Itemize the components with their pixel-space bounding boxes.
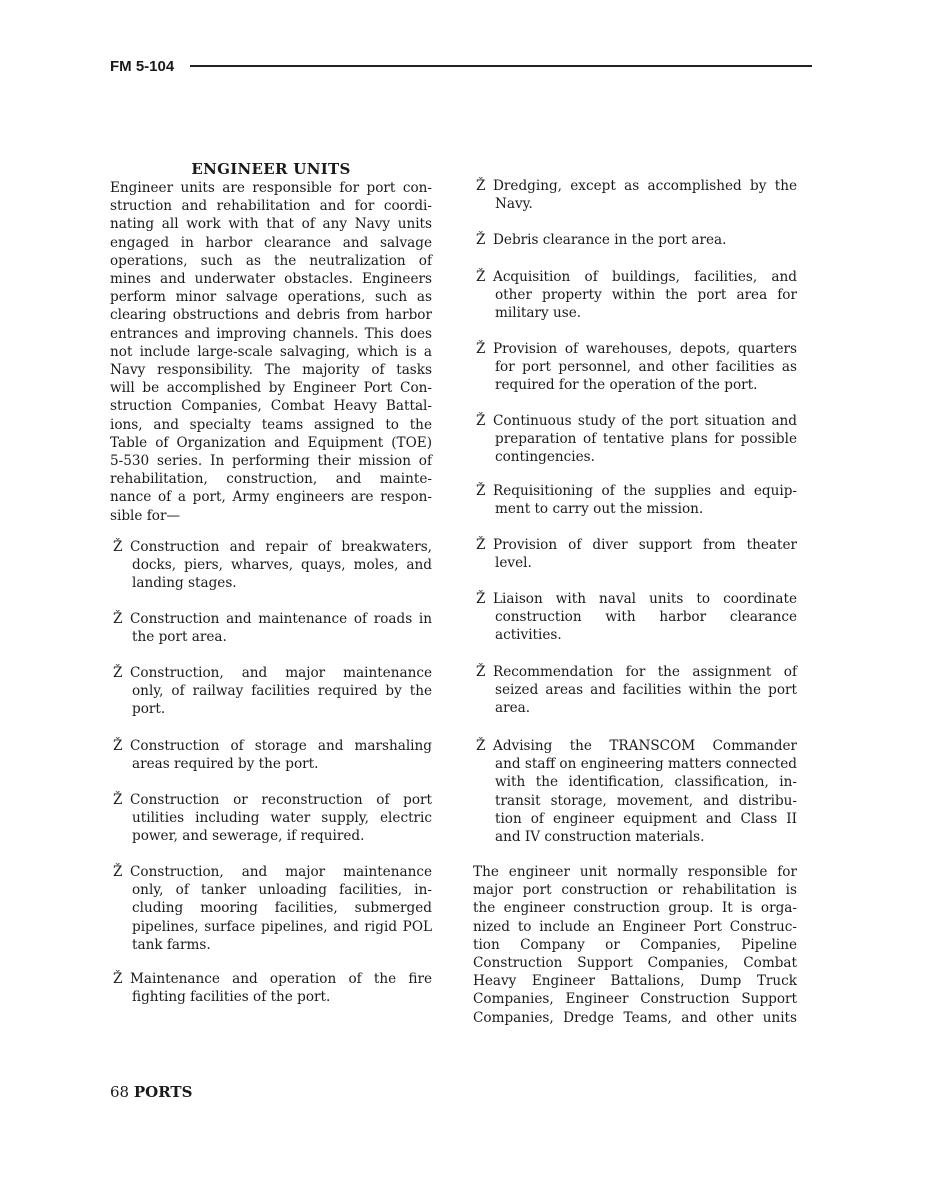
page-number: 68 bbox=[110, 1083, 130, 1101]
text-line: Acquisition of buildings, facilities, and bbox=[493, 269, 797, 285]
text-line: for port personnel, and other facilities as bbox=[495, 359, 797, 376]
text-line: seized areas and facilities within the port bbox=[495, 682, 797, 699]
paragraph bbox=[110, 179, 432, 525]
text-line: Debris clearance in the port area. bbox=[493, 232, 727, 248]
text-line: Maintenance and operation of the fire bbox=[130, 971, 432, 987]
text-line: the port area. bbox=[132, 629, 227, 646]
bullet-item bbox=[110, 791, 432, 846]
text-line: tion Company or Companies, Pipeline bbox=[473, 936, 797, 953]
bullet-icon: Ž bbox=[476, 178, 486, 194]
text-line: landing stages. bbox=[132, 575, 237, 592]
bullet-item bbox=[110, 538, 432, 593]
bullet-icon: Ž bbox=[476, 483, 486, 499]
text-line: other property within the port area for bbox=[495, 287, 797, 304]
text-line: and staff on engineering matters connected bbox=[495, 756, 797, 773]
text-line: Companies, Engineer Construction Support bbox=[473, 991, 797, 1008]
bullet-item bbox=[473, 177, 797, 213]
text-line: Table of Organization and Equipment (TOE) bbox=[110, 434, 432, 451]
bullet-item bbox=[473, 268, 797, 323]
page-footer bbox=[110, 1083, 192, 1101]
bullet-icon: Ž bbox=[476, 269, 486, 285]
text-line: clearing obstructions and debris from harbor bbox=[110, 307, 432, 324]
text-line: rehabilitation, construction, and mainte- bbox=[110, 471, 432, 488]
bullet-icon: Ž bbox=[476, 591, 486, 607]
text-line: major port construction or rehabilitation is bbox=[473, 882, 797, 899]
bullet-item bbox=[473, 231, 797, 249]
text-line: military use. bbox=[495, 305, 582, 322]
text-line: nance of a port, Army engineers are respon- bbox=[110, 489, 432, 506]
bullet-icon: Ž bbox=[113, 665, 123, 681]
bullet-icon: Ž bbox=[113, 792, 123, 808]
bullet-item bbox=[473, 536, 797, 572]
text-line: operations, such as the neutralization of bbox=[110, 252, 432, 269]
text-line: area. bbox=[495, 700, 531, 717]
bullet-icon: Ž bbox=[476, 537, 486, 553]
text-line: Recommendation for the assignment of bbox=[493, 664, 797, 680]
bullet-icon: Ž bbox=[113, 611, 123, 627]
bullet-item bbox=[110, 664, 432, 719]
text-line: Construction and repair of breakwaters, bbox=[130, 539, 432, 555]
text-line: Provision of warehouses, depots, quarters bbox=[493, 341, 797, 357]
text-line: contingencies. bbox=[495, 449, 595, 466]
text-line: tion of engineer equipment and Class II bbox=[495, 810, 797, 827]
text-line: Provision of diver support from theater bbox=[493, 537, 797, 553]
text-line: nized to include an Engineer Port Construc- bbox=[473, 918, 797, 935]
text-line: transit storage, movement, and distribu- bbox=[495, 792, 797, 809]
bullet-icon: Ž bbox=[113, 864, 123, 880]
text-line: Requisitioning of the supplies and equip- bbox=[493, 483, 797, 499]
text-line: struction Companies, Combat Heavy Battal- bbox=[110, 398, 432, 415]
text-line: Construction and maintenance of roads in bbox=[130, 611, 432, 627]
bullet-item bbox=[473, 663, 797, 718]
bullet-item bbox=[473, 590, 797, 645]
text-line: Heavy Engineer Battalions, Dump Truck bbox=[473, 973, 797, 990]
text-line: utilities including water supply, electric bbox=[132, 810, 432, 827]
text-line: Construction, and major maintenance bbox=[130, 864, 432, 880]
bullet-icon: Ž bbox=[113, 971, 123, 987]
text-line: Navy. bbox=[495, 196, 533, 213]
text-line: Navy responsibility. The majority of tasks bbox=[110, 362, 432, 379]
bullet-icon: Ž bbox=[113, 539, 123, 555]
text-line: Dredging, except as accomplished by the bbox=[493, 178, 797, 194]
text-line: not include large-scale salvaging, which is a bbox=[110, 343, 432, 360]
bullet-item bbox=[110, 863, 432, 954]
header-rule bbox=[190, 65, 812, 67]
text-line: construction with harbor clearance bbox=[495, 609, 797, 626]
text-line: the engineer construction group. It is orga- bbox=[473, 900, 797, 917]
text-line: fighting facilities of the port. bbox=[132, 989, 331, 1006]
text-line: engaged in harbor clearance and salvage bbox=[110, 234, 432, 251]
bullet-item bbox=[473, 412, 797, 467]
bullet-item bbox=[473, 482, 797, 518]
text-line: Engineer units are responsible for port con- bbox=[110, 180, 432, 196]
bullet-item bbox=[110, 970, 432, 1006]
text-line: pipelines, surface pipelines, and rigid POL bbox=[132, 918, 432, 935]
bullet-item bbox=[110, 610, 432, 646]
text-line: only, of tanker unloading facilities, in- bbox=[132, 882, 432, 899]
text-line: with the identification, classification, in- bbox=[495, 774, 797, 791]
text-line: Advising the TRANSCOM Commander bbox=[493, 738, 797, 754]
bullet-item bbox=[473, 737, 797, 846]
bullet-icon: Ž bbox=[476, 413, 486, 429]
text-line: and IV construction materials. bbox=[495, 829, 705, 846]
text-line: Construction of storage and marshaling bbox=[130, 738, 432, 754]
text-line: level. bbox=[495, 555, 532, 572]
text-line: struction and rehabilitation and for coordi- bbox=[110, 198, 432, 215]
text-line: sible for— bbox=[110, 507, 181, 524]
bullet-icon: Ž bbox=[476, 738, 486, 754]
bullet-icon: Ž bbox=[476, 341, 486, 357]
text-line: entrances and improving channels. This does bbox=[110, 325, 432, 342]
text-line: activities. bbox=[495, 627, 562, 644]
footer-section: PORTS bbox=[133, 1083, 193, 1101]
text-line: ions, and specialty teams assigned to the bbox=[110, 416, 432, 433]
bullet-icon: Ž bbox=[476, 664, 486, 680]
text-line: areas required by the port. bbox=[132, 756, 319, 773]
text-line: Construction Support Companies, Combat bbox=[473, 955, 797, 972]
text-line: required for the operation of the port. bbox=[495, 377, 758, 394]
text-line: The engineer unit normally responsible for bbox=[473, 864, 797, 880]
text-line: Continuous study of the port situation and bbox=[493, 413, 797, 429]
text-line: nating all work with that of any Navy units bbox=[110, 216, 432, 233]
section-title: ENGINEER UNITS bbox=[191, 160, 351, 178]
text-line: power, and sewerage, if required. bbox=[132, 828, 365, 845]
text-line: 5-530 series. In performing their mission of bbox=[110, 453, 432, 470]
bullet-item bbox=[473, 340, 797, 395]
text-line: preparation of tentative plans for possible bbox=[495, 431, 797, 448]
text-line: mines and underwater obstacles. Engineers bbox=[110, 271, 432, 288]
text-line: ment to carry out the mission. bbox=[495, 501, 704, 518]
bullet-icon: Ž bbox=[113, 738, 123, 754]
bullet-item bbox=[110, 737, 432, 773]
bullet-icon: Ž bbox=[476, 232, 486, 248]
text-line: only, of railway facilities required by the bbox=[132, 683, 432, 700]
text-line: perform minor salvage operations, such as bbox=[110, 289, 432, 306]
text-line: cluding mooring facilities, submerged bbox=[132, 900, 432, 917]
text-line: Liaison with naval units to coordinate bbox=[493, 591, 797, 607]
text-line: Companies, Dredge Teams, and other units bbox=[473, 1009, 797, 1026]
paragraph bbox=[473, 863, 797, 1027]
text-line: Construction or reconstruction of port bbox=[130, 792, 432, 808]
text-line: Construction, and major maintenance bbox=[130, 665, 432, 681]
text-line: tank farms. bbox=[132, 936, 211, 953]
text-line: port. bbox=[132, 701, 166, 718]
text-line: will be accomplished by Engineer Port Con- bbox=[110, 380, 432, 397]
document-id: FM 5-104 bbox=[110, 58, 175, 75]
text-line: docks, piers, wharves, quays, moles, and bbox=[132, 557, 432, 574]
